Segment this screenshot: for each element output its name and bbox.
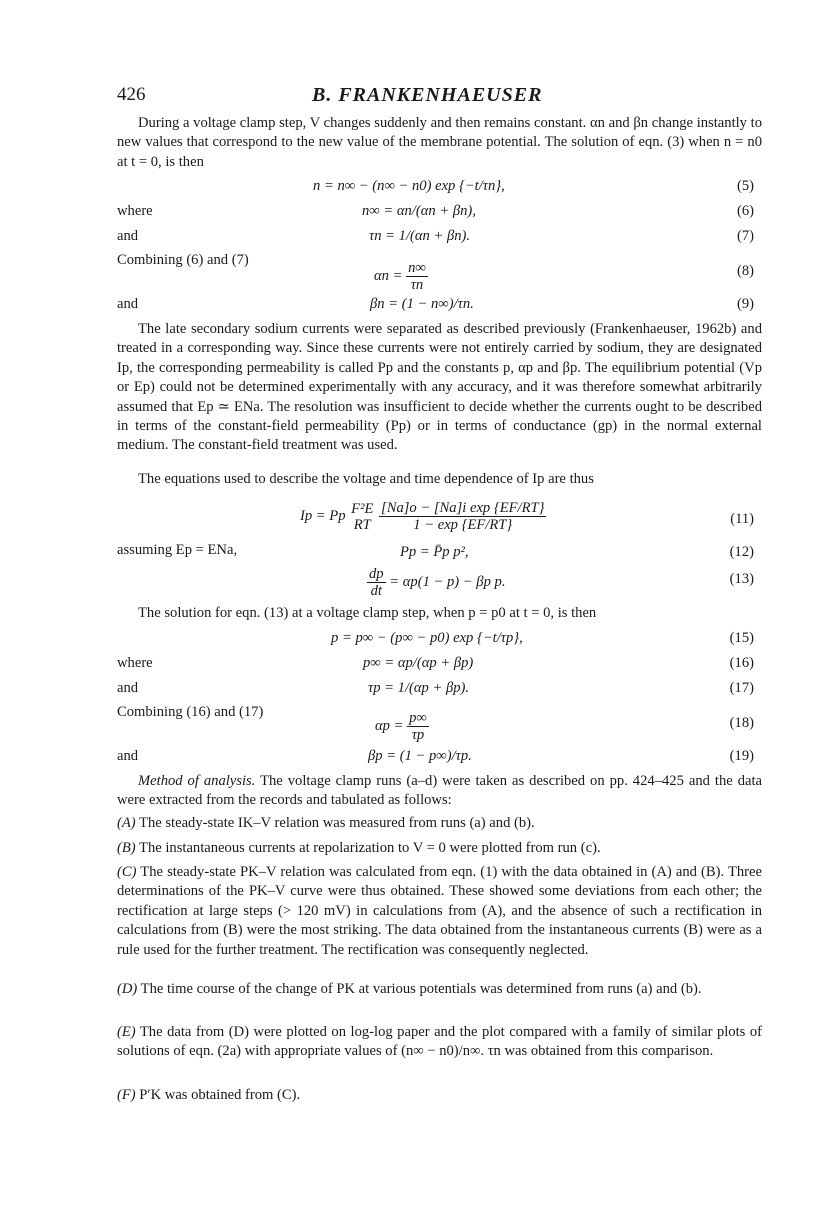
- method-item-mark: (D): [117, 981, 138, 997]
- equation-9: [117, 294, 762, 314]
- equation-11-numerator: [Na]o − [Na]i exp {EF/RT}: [381, 500, 545, 516]
- equation-8-numerator: n∞: [408, 260, 426, 276]
- equation-8-fraction: [406, 260, 428, 293]
- equation-15-number: (15): [729, 630, 754, 646]
- equation-18: [117, 710, 762, 744]
- equation-16-label: where: [117, 655, 153, 671]
- equation-16: [117, 653, 762, 673]
- method-item-text: P′K was obtained from (C).: [139, 1087, 301, 1103]
- equation-7-label: and: [117, 228, 139, 244]
- equation-18-denominator: τp: [411, 727, 425, 743]
- method-item-text: The time course of the change of PK at various potentials was determined from runs (a) and (b).: [140, 981, 702, 997]
- method-item-text: The instantaneous currents at repolarization to V = 0 were plotted from run (c).: [139, 840, 601, 856]
- equation-16-number: (16): [729, 655, 754, 671]
- method-item-e: [117, 1023, 762, 1062]
- method-item-mark: (F): [117, 1087, 136, 1103]
- equation-9-number: (9): [736, 296, 754, 312]
- equation-13-denominator: dt: [370, 583, 382, 599]
- method-item-text: The steady-state IK–V relation was measured from runs (a) and (b).: [139, 815, 535, 831]
- page-number: 426: [117, 84, 146, 105]
- equation-13-number: (13): [729, 571, 754, 587]
- equation-11-prefactor-denominator: RT: [353, 516, 371, 533]
- solution-paragraph: The solution for eqn. (13) at a voltage clamp step, when p = p0 at t = 0, is then: [138, 605, 597, 621]
- equation-11: [117, 498, 762, 538]
- equation-11-denominator: 1 − exp {EF/RT}: [413, 517, 513, 533]
- equation-5: [117, 176, 762, 196]
- equation-15-body: p = p∞ − (p∞ − p0) exp {−t/τp},: [331, 630, 523, 646]
- equation-11-lhs: Ip = Pp: [300, 507, 346, 524]
- equation-12-body: Pp = P̄p p²,: [400, 544, 469, 560]
- equation-6: [117, 201, 762, 221]
- equation-17-label: and: [117, 680, 139, 696]
- method-item-mark: (A): [117, 815, 136, 831]
- equation-15: [117, 628, 762, 648]
- equation-7: [117, 226, 762, 246]
- equation-11-fraction: [379, 500, 546, 533]
- equation-18-lhs: αp =: [375, 717, 404, 734]
- equation-13: [117, 566, 762, 600]
- equation-12: [117, 540, 762, 560]
- equation-6-body: n∞ = αn/(αn + βn),: [362, 203, 476, 219]
- equation-18-numerator: p∞: [409, 710, 427, 726]
- late-currents-paragraph: The late secondary sodium currents were separated as described previously (Frankenhaeuser, 1962b) and treated in a corresponding way. Since these currents were not entirely carried by sodium, they are designated Ip, the corresponding permeability is called Pp and the constants p, αp and βp. The equilibrium potential (Vp or Ep) could not be determined experimentally with any accuracy, and it was therefore somewhat arbitrarily assumed that Ep ≃ ENa. The resolution was insufficient to decide whether the currents ought to be described in terms of the constant-field permeability (Pp) or in terms of conductance (gp) in the normal external medium. The constant-field treatment was used.: [117, 321, 762, 454]
- equation-5-body: n = n∞ − (n∞ − n0) exp {−t/τn},: [313, 178, 505, 194]
- method-item-text: The steady-state PK–V relation was calculated from eqn. (1) with the data obtained in (A) and (B). Three determinations of the PK–V curve were thus obtained. These showed some deviations from each other; the rectification at large steps (> 120 mV) in calculations from (A), and the absence of such a rectification in calculations from (B) were the most striking. The data obtained from the instantaneous currents (B) were as a rule used for the further treatment. The rectification was consequently neglected.: [117, 864, 762, 958]
- equation-6-label: where: [117, 203, 153, 219]
- running-head: B. FRANKENHAEUSER: [312, 84, 543, 106]
- method-item-d: [117, 980, 762, 999]
- equation-19: [117, 746, 762, 766]
- equation-6-number: (6): [736, 203, 754, 219]
- equations-used-paragraph: The equations used to describe the voltage and time dependence of Ip are thus: [138, 471, 594, 487]
- method-item-mark: (B): [117, 840, 136, 856]
- equation-9-label: and: [117, 296, 139, 312]
- method-item-mark: (C): [117, 864, 137, 880]
- equation-19-body: βp = (1 − p∞)/τp.: [368, 748, 472, 764]
- method-item-text: The data from (D) were plotted on log-log paper and the plot compared with a family of similar plots of solutions of eqn. (2a) with appropriate values of (n∞ − n0)/n∞. τn was obtained from this comparison.: [117, 1024, 762, 1060]
- equation-8: [117, 260, 762, 292]
- equation-17: [117, 678, 762, 698]
- equation-11-prefactor: [349, 501, 375, 533]
- equation-5-number: (5): [736, 178, 754, 194]
- equation-8-number: (8): [736, 263, 754, 279]
- method-paragraph: [117, 772, 762, 811]
- intro-paragraph: During a voltage clamp step, V changes suddenly and then remains constant. αn and βn change instantly to new values that correspond to the new value of the membrane potential. The solution of eqn. (3) when n = n0 at t = 0, is then: [117, 115, 762, 170]
- equation-19-label: and: [117, 748, 139, 764]
- equation-18-number: (18): [729, 715, 754, 731]
- method-item-a: [117, 814, 762, 833]
- equation-13-numerator: dp: [369, 566, 384, 582]
- equation-13-derivative: [367, 566, 386, 599]
- equation-17-body: τp = 1/(αp + βp).: [368, 680, 470, 696]
- equation-8-denominator: τn: [410, 277, 424, 293]
- equation-8-lhs: αn =: [374, 267, 403, 284]
- equation-13-body: = αp(1 − p) − βp p.: [389, 573, 506, 590]
- equation-17-number: (17): [729, 680, 754, 696]
- equation-12-label: assuming Ep = ENa,: [117, 542, 238, 558]
- method-heading: Method of analysis.: [138, 773, 256, 789]
- method-item-c: [117, 863, 762, 960]
- equation-11-number: (11): [730, 511, 754, 527]
- method-item-f: [117, 1086, 762, 1105]
- equation-7-body: τn = 1/(αn + βn).: [369, 228, 471, 244]
- equation-19-number: (19): [729, 748, 754, 764]
- equation-8-label: Combining (6) and (7): [117, 252, 249, 268]
- equation-18-label: Combining (16) and (17): [117, 704, 264, 720]
- equation-12-number: (12): [729, 544, 754, 560]
- equation-9-body: βn = (1 − n∞)/τn.: [370, 296, 474, 312]
- method-text: The voltage clamp runs (a–d) were taken as described on pp. 424–425 and the data were extracted from the records and tabulated as follows:: [117, 773, 762, 809]
- equation-18-fraction: [407, 710, 429, 743]
- equation-11-prefactor-numerator: F²E: [351, 500, 374, 517]
- equation-7-number: (7): [736, 228, 754, 244]
- method-item-mark: (E): [117, 1024, 136, 1040]
- method-item-b: [117, 839, 762, 858]
- equation-16-body: p∞ = αp/(αp + βp): [363, 655, 474, 671]
